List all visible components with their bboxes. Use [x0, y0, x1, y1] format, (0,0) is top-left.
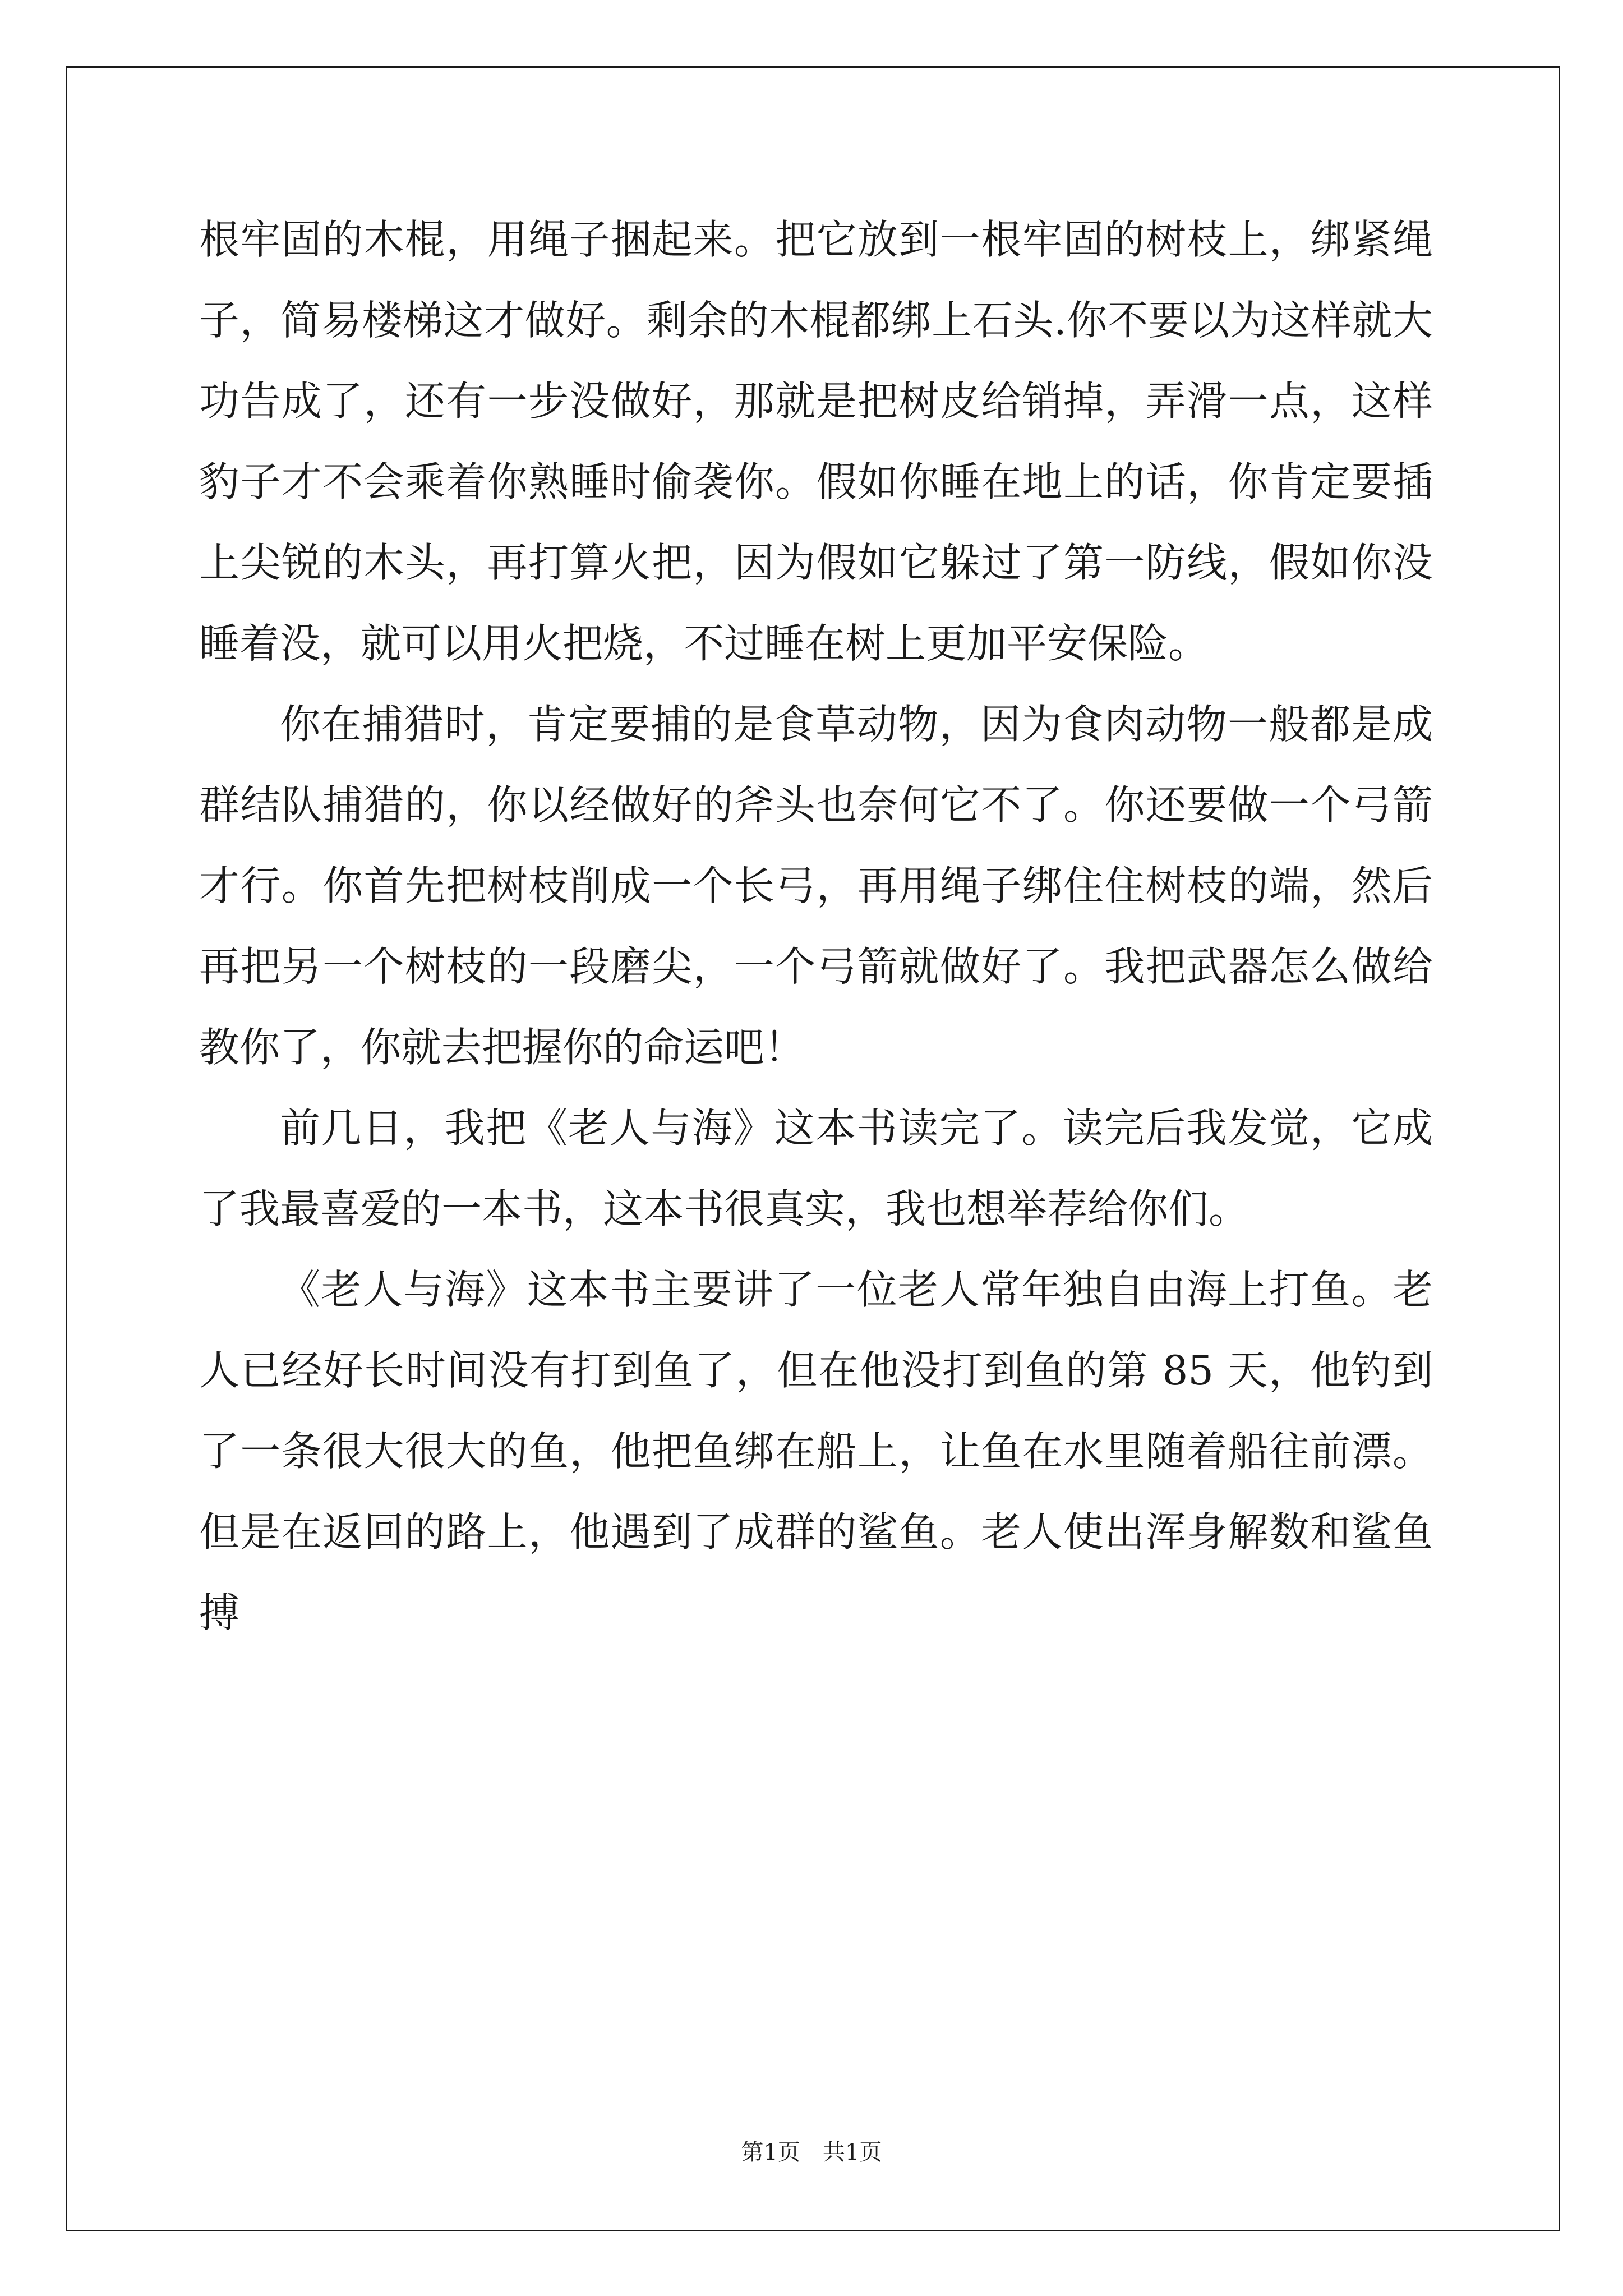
paragraph-2: 你在捕猎时，肯定要捕的是食草动物，因为食肉动物一般都是成群结队捕猎的，你以经做好的斧头也奈何它不了。你还要做一个弓箭才行。你首先把树枝削成一个长弓，再用绳子绑住住树枝的端，然后再把另一个树枝的一段磨尖，一个弓箭就做好了。我把武器怎么做给教你了，你就去把握你的命运吧！ — [199, 701, 1433, 1071]
paragraph-1: 根牢固的木棍，用绳子捆起来。把它放到一根牢固的树枝上，绑紧绳子，简易楼梯这才做好。剩余的木棍都绑上石头.你不要以为这样就大功告成了，还有一步没做好，那就是把树皮给销掉，弄滑一点，这样豹子才不会乘着你熟睡时偷袭你。假如你睡在地上的话，你肯定要插上尖锐的木头，再打算火把，因为假如它躲过了第一防线，假如你没睡着没，就可以用火把烧，不过睡在树上更加平安保险。 — [199, 216, 1433, 667]
page-number-footer: 第1页 共1页 — [741, 2139, 882, 2165]
paragraph-3: 前几日，我把《老人与海》这本书读完了。读完后我发觉，它成了我最喜爱的一本书，这本书很真实，我也想举荐给你们。 — [199, 1105, 1433, 1232]
paragraph-4: 《老人与海》这本书主要讲了一位老人常年独自由海上打鱼。老人已经好长时间没有打到鱼了，但在他没打到鱼的第 85 天，他钓到了一条很大很大的鱼，他把鱼绑在船上，让鱼在水里随着船往前漂。但是在返回的路上，他遇到了成群的鲨鱼。老人使出浑身解数和鲨鱼搏 — [199, 1266, 1433, 1636]
document-body — [199, 199, 1433, 1653]
